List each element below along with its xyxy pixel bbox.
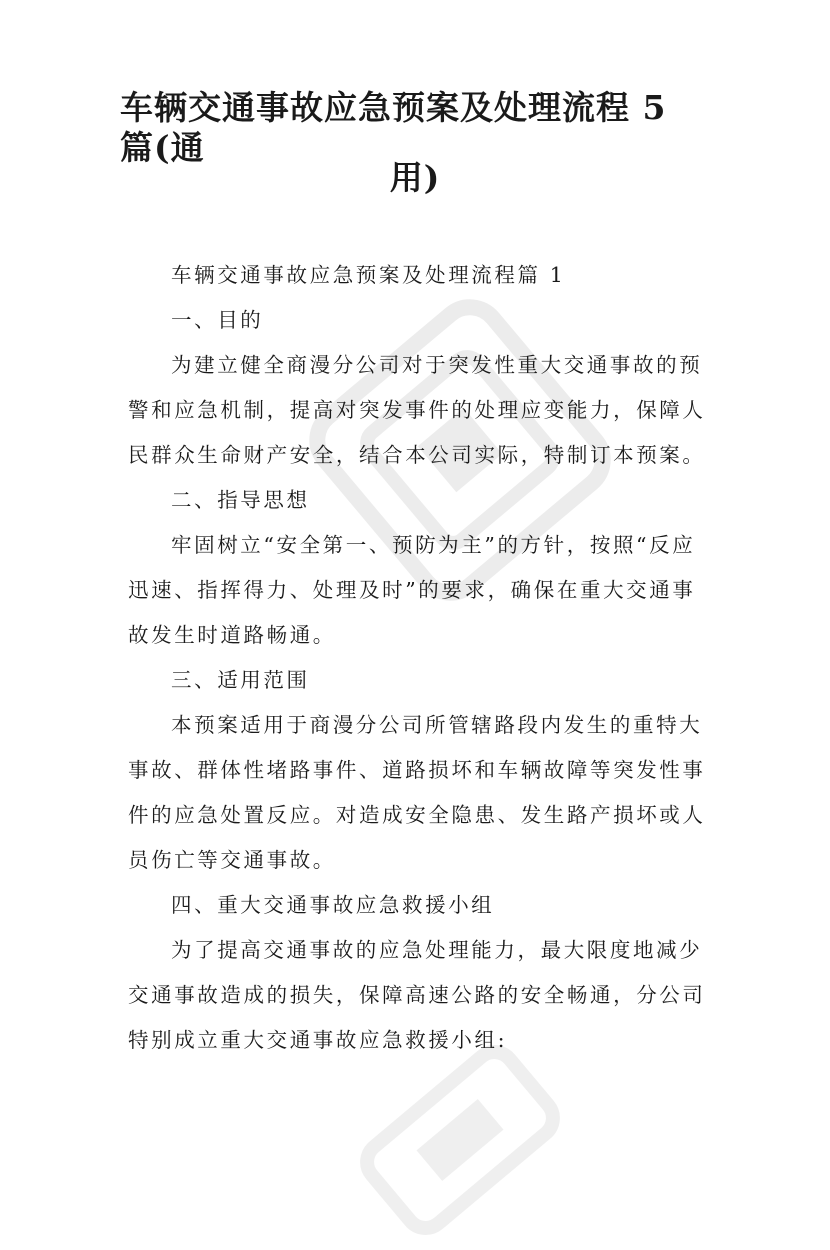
section-heading-scope: 三、适用范围 (171, 668, 310, 692)
paragraph-purpose: 为建立健全商漫分公司对于突发性重大交通事故的预警和应急机制，提高对突发事件的处理应变能力，保障人民群众生命财产安全，结合本公司实际，特制订本预案。 (128, 353, 706, 467)
section-heading-purpose: 一、目的 (171, 308, 264, 332)
document-title-line2: 用) (389, 158, 441, 197)
paragraph-guidance: 牢固树立“安全第一、预防为主”的方针，按照“反应迅速、指挥得力、处理及时”的要求，确保在重大交通事故发生时道路畅通。 (128, 533, 696, 647)
paragraph-scope: 本预案适用于商漫分公司所管辖路段内发生的重特大事故、群体性堵路事件、道路损坏和车辆故障等突发性事件的应急处置反应。对造成安全隐患、发生路产损坏或人员伤亡等交通事故。 (128, 713, 706, 872)
document-title-line1: 车辆交通事故应急预案及处理流程 5 篇(通 (120, 88, 667, 167)
document-body (128, 253, 708, 1063)
section-heading-rescue-team: 四、重大交通事故应急救援小组 (171, 893, 495, 917)
section-heading-article: 车辆交通事故应急预案及处理流程篇 1 (171, 263, 566, 287)
paragraph-rescue-team: 为了提高交通事故的应急处理能力，最大限度地减少交通事故造成的损失，保障高速公路的安全畅通，分公司特别成立重大交通事故应急救援小组: (128, 938, 706, 1052)
section-heading-guidance: 二、指导思想 (171, 488, 310, 512)
